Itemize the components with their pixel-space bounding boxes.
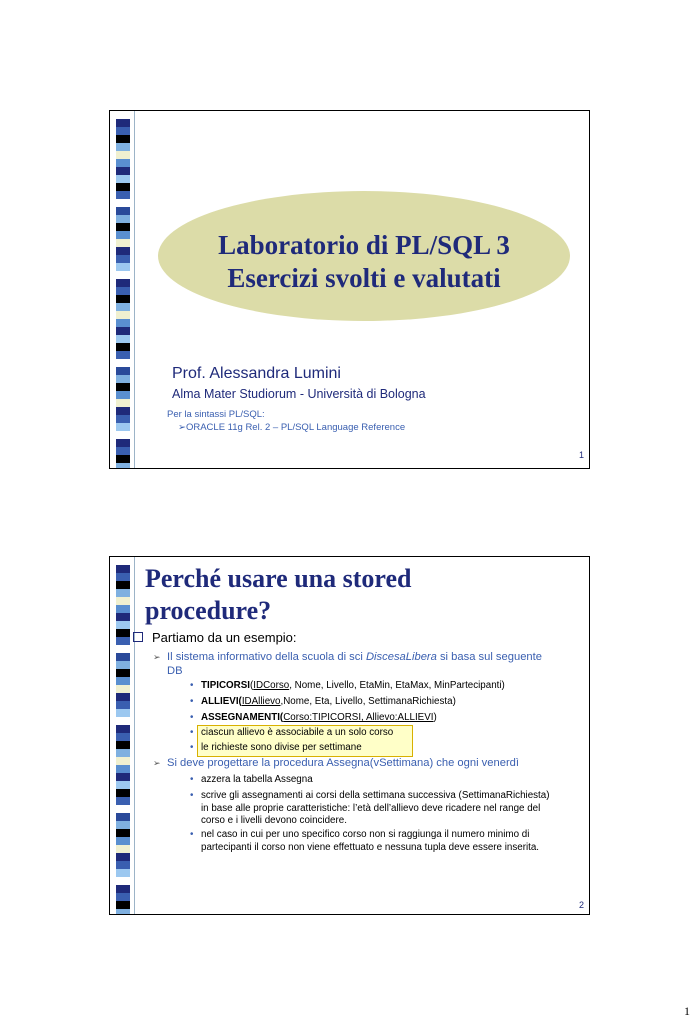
bullet-example: Partiamo da un esempio: xyxy=(133,630,297,645)
list-item: • ciascun allievo è associabile a un solo corso xyxy=(190,727,394,738)
list-item: • ASSEGNAMENTI(Corso:TIPICORSI, Allievo:ALLIEVI) xyxy=(190,712,437,723)
sub-bullet-db: ➢ Il sistema informativo della scuola di sci DiscesaLibera si basa sul seguente DB xyxy=(153,651,542,677)
arrow-bullet-icon: ➢ xyxy=(153,758,161,768)
list-item: • azzera la tabella Assegna xyxy=(190,774,313,785)
syntax-note-reference: ➢ORACLE 11g Rel. 2 – PL/SQL Language Reference xyxy=(178,422,406,433)
slide-title: Laboratorio di PL/SQL 3 Esercizi svolti e valutati xyxy=(218,230,510,293)
arrow-bullet-icon: ➢ xyxy=(153,652,161,662)
slide-page-number: 2 xyxy=(578,900,584,910)
sub-bullet-procedure: ➢ Si deve progettare la procedura Assegna(vSettimana) che ogni venerdì xyxy=(153,757,519,769)
author: Prof. Alessandra Lumini xyxy=(172,365,341,382)
slide-page-number: 1 xyxy=(578,450,584,460)
square-bullet-icon xyxy=(133,632,143,642)
list-item: • scrive gli assegnamenti ai corsi della settimana successiva (SettimanaRichiesta) in base alle proprie caratteristiche: l’età dell’allievo deve ricadere nel range del corso e i livelli devono coincidere. xyxy=(190,790,550,826)
decorative-stripe xyxy=(116,111,130,468)
slide-1 xyxy=(109,110,590,469)
list-item: • TIPICORSI(IDCorso, Nome, Livello, EtaMin, EtaMax, MinPartecipanti) xyxy=(190,680,505,691)
list-item: • le richieste sono divise per settimane xyxy=(190,742,362,753)
affiliation: Alma Mater Studiorum - Università di Bologna xyxy=(172,387,426,401)
slide-2 xyxy=(109,556,590,915)
decorative-stripe xyxy=(116,557,130,914)
sheet-page-number: 1 xyxy=(684,1004,690,1018)
list-item: • ALLIEVI(IDAllievo,Nome, Eta, Livello, SettimanaRichiesta) xyxy=(190,696,456,707)
syntax-note-label: Per la sintassi PL/SQL: xyxy=(167,409,265,420)
slide-title: Perché usare una stored procedure? xyxy=(145,564,412,625)
list-item: • nel caso in cui per uno specifico corso non si raggiunga il numero minimo di partecipanti il corso non viene effettuato e nessuna tupla deve essere inserita. xyxy=(190,829,540,853)
